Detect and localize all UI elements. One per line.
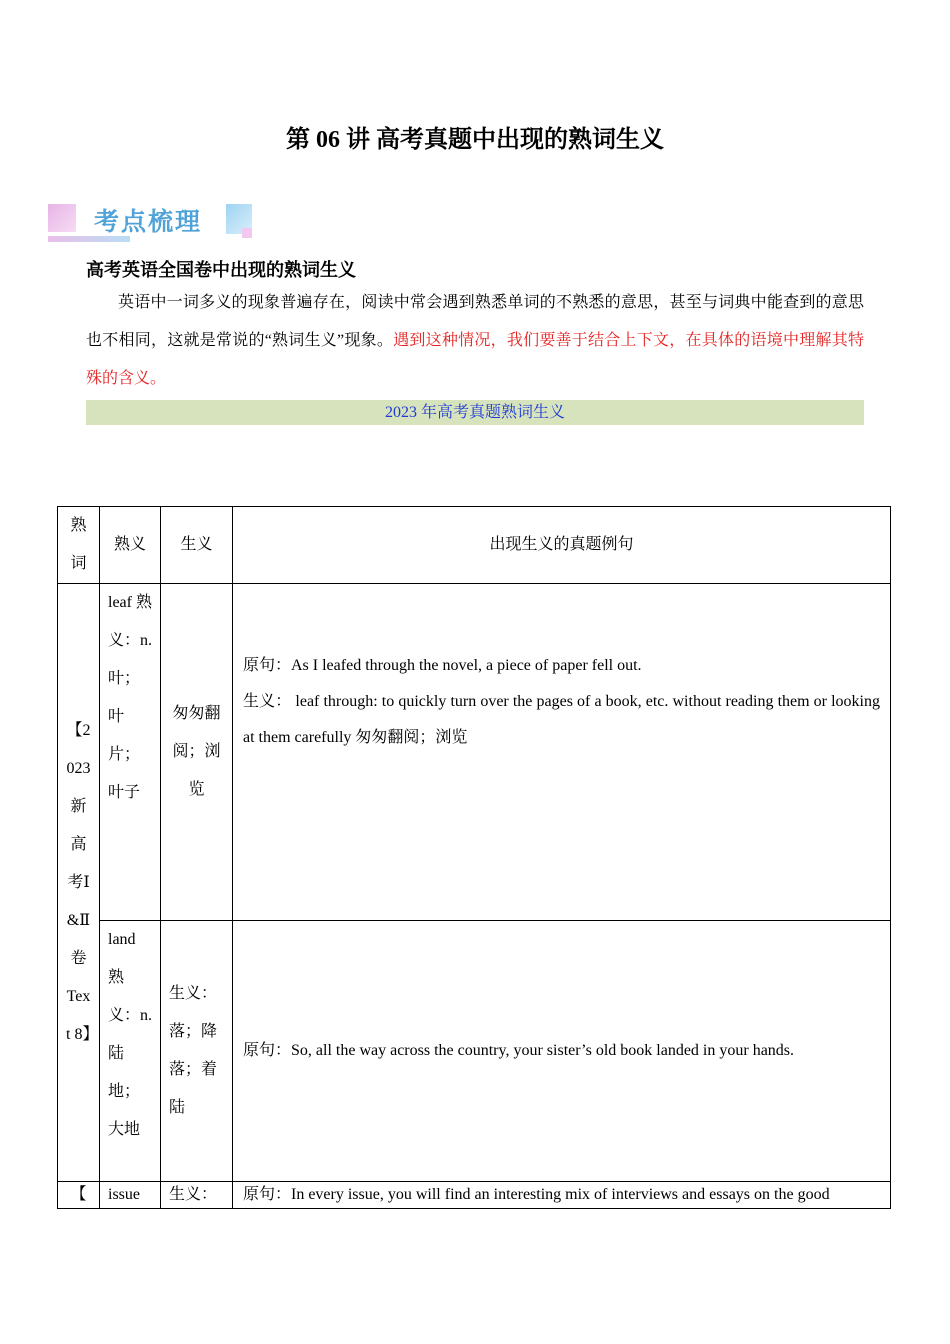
year-heading-bar: 2023 年高考真题熟词生义 [86,400,864,425]
new-meaning-cell: 匆匆翻阅；浏览 [161,584,233,921]
familiar-meaning-cell: leaf 熟义：n. 叶；叶片；叶子 [100,584,161,921]
banner-decor-square [48,204,76,232]
intro-text: 英语中一词多义的现象普遍存在，阅读中常会遇到熟悉单词的不熟悉的意思，甚至与词典中能查到的意思也不相同，这就是常说的“熟词生义”现象。 [86,294,864,349]
source-text: 【 [70,1186,87,1203]
vocab-table [57,506,891,1209]
source-cell [58,1182,100,1209]
table-row [58,921,891,1182]
page-title: 第 06 讲 高考真题中出现的熟词生义 [286,127,664,153]
banner-label: 考点梳理 [94,207,203,236]
new-text: 生义： [169,1186,218,1203]
original-sentence: 原句：As I leafed through the novel, a piece of paper fell out. [243,657,642,674]
table-row [58,584,891,921]
header-familiar: 熟义 [100,507,161,584]
header-example: 出现生义的真题例句 [233,507,891,584]
example-cell [233,921,891,1182]
new-meaning-cell: 生义：落；降落；着陆 [161,921,233,1182]
new-meaning-explanation: 生义： leaf through: to quickly turn over the pages of a book, etc. without reading them or looking at them carefully 匆匆翻阅；浏览 [243,693,880,746]
example-cell [233,1182,891,1209]
table-header-row [58,507,891,584]
table-row [58,1182,891,1209]
familiar-text: issue [108,1186,140,1203]
original-sentence: 原句：In every issue, you will find an interesting mix of interviews and essays on the good [243,1186,830,1203]
intro-paragraph [86,284,864,398]
header-new: 生义 [161,507,233,584]
example-cell [233,584,891,921]
header-word: 熟词 [58,507,100,584]
familiar-meaning-cell: land 熟义：n. 陆地；大地 [100,921,161,1182]
original-sentence: 原句：So, all the way across the country, your sister’s old book landed in your hands. [243,1042,795,1059]
source-cell: 【2023新高考Ⅰ&Ⅱ卷Text 8】 [58,584,100,1182]
banner-decor-square [242,228,252,238]
section-banner [48,204,258,244]
subheading: 高考英语全国卷中出现的熟词生义 [86,260,356,281]
intro-highlight: 遇到这种情况，我们要善于结合上下文，在具体的语境中理解其特殊的含义。 [86,332,864,387]
new-meaning-cell [161,1182,233,1209]
familiar-meaning-cell [100,1182,161,1209]
